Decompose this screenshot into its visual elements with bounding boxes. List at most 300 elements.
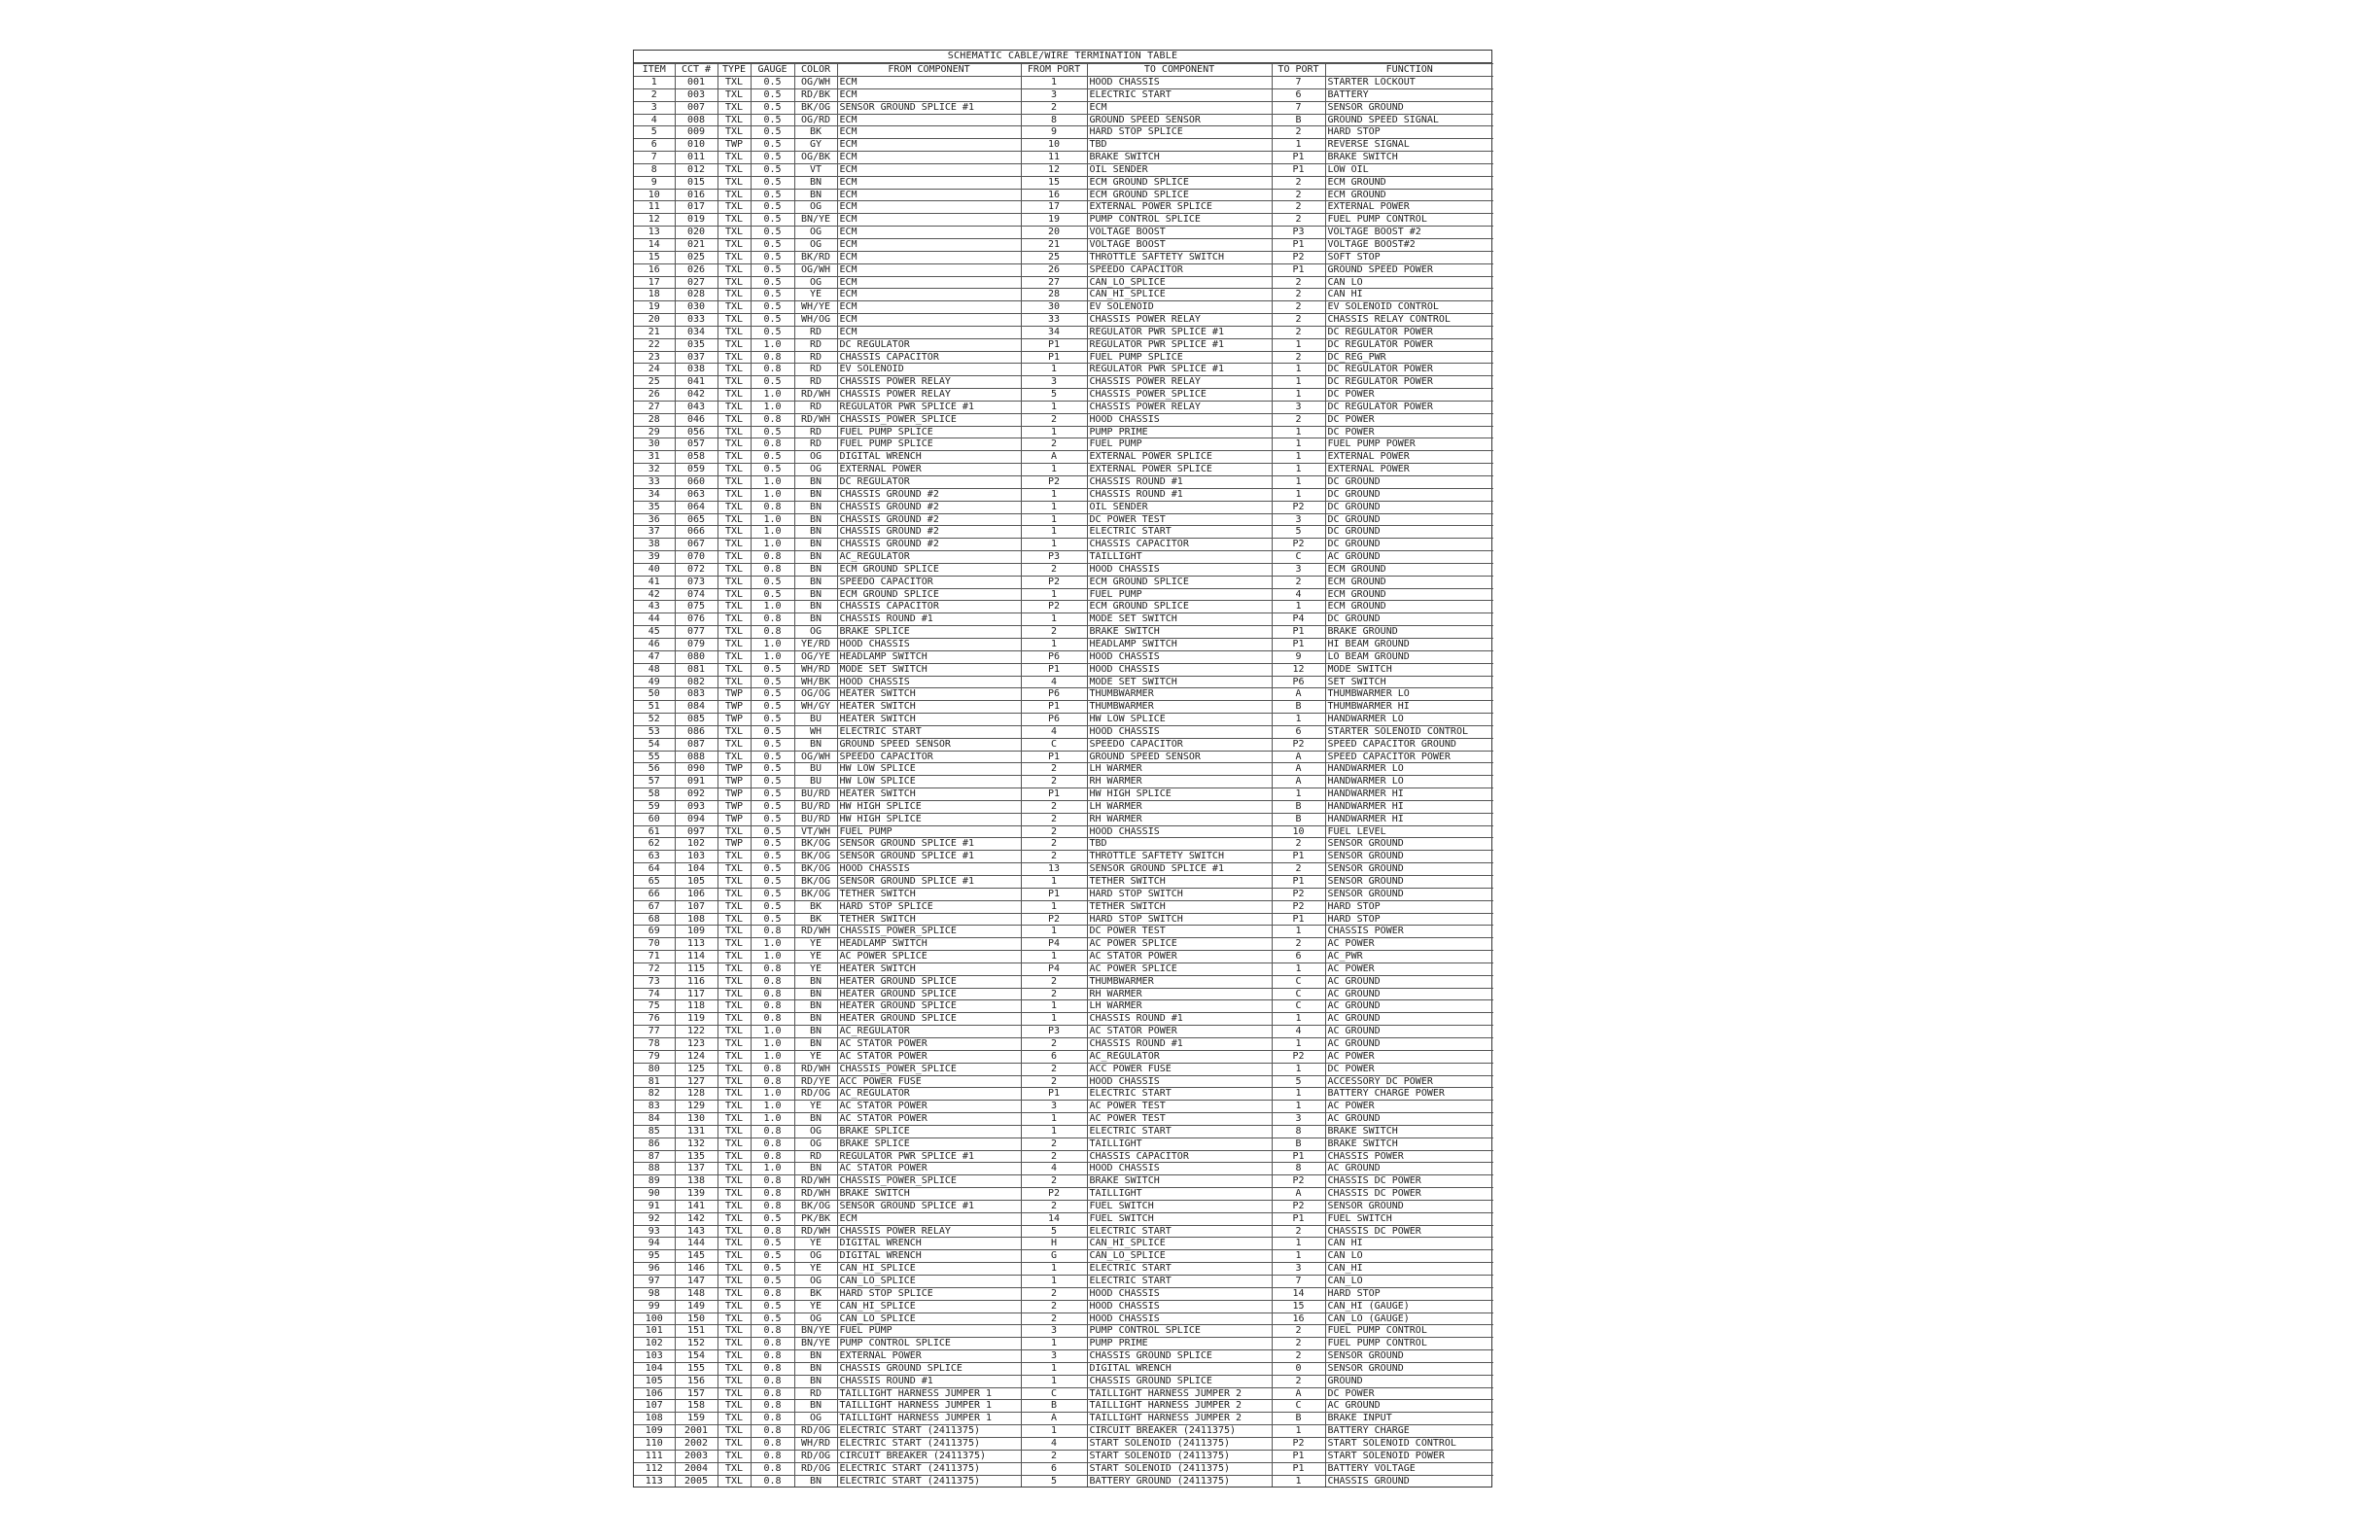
cell-to-port: 1 [1272,1088,1325,1101]
cell-from-component: ECM [837,139,1021,152]
cell-function: DC POWER [1325,426,1493,438]
cell-type: TXL [718,152,751,164]
cell-color: WH/BK [794,676,837,688]
cell-from-component: HEATER SWITCH [837,962,1021,975]
cell-type: TXL [718,401,751,413]
cell-from-port: C [1021,1387,1087,1400]
cell-function: BRAKE SWITCH [1325,1125,1493,1138]
cell-item: 112 [634,1462,675,1475]
cell-from-component: ELECTRIC START (2411375) [837,1425,1021,1438]
cell-cct: 128 [675,1088,718,1101]
cell-from-port: 2 [1021,1175,1087,1188]
cell-color: RD [794,426,837,438]
cell-gauge: 0.8 [751,1150,794,1163]
table-row [634,476,1493,489]
cell-color: WH/GY [794,701,837,714]
table-row [634,926,1493,938]
cell-function: CAN HI [1325,1238,1493,1250]
table-row [634,638,1493,650]
cell-from-port: 1 [1021,426,1087,438]
cell-from-component: HOOD CHASSIS [837,676,1021,688]
cell-color: YE [794,1263,837,1276]
column-header-color: COLOR [794,64,837,77]
cell-function: DC GROUND [1325,488,1493,501]
cell-to-port: 1 [1272,1037,1325,1050]
cell-function: SENSOR GROUND [1325,838,1493,851]
cell-color: OG [794,1125,837,1138]
table-row [634,776,1493,788]
cell-to-component: THUMBWARMER [1087,975,1272,988]
cell-from-port: 33 [1021,314,1087,327]
cell-function: FUEL LEVEL [1325,825,1493,838]
cell-to-port: 16 [1272,1312,1325,1325]
table-row [634,1250,1493,1263]
cell-from-port: 3 [1021,1350,1087,1363]
cell-cct: 145 [675,1250,718,1263]
table-row [634,951,1493,963]
cell-color: BU/RD [794,813,837,825]
cell-from-component: CHASSIS POWER RELAY [837,1225,1021,1238]
cell-cct: 037 [675,351,718,364]
cell-cct: 138 [675,1175,718,1188]
cell-to-port: 3 [1272,563,1325,576]
cell-item: 81 [634,1075,675,1088]
cell-cct: 090 [675,763,718,776]
cell-function: AC GROUND [1325,975,1493,988]
cell-to-port: P2 [1272,539,1325,551]
cell-type: TWP [718,763,751,776]
cell-to-component: SENSOR GROUND SPLICE #1 [1087,863,1272,876]
cell-type: TXL [718,1300,751,1312]
cell-color: BN [794,563,837,576]
cell-cct: 147 [675,1276,718,1288]
cell-to-component: AC POWER TEST [1087,1113,1272,1126]
cell-to-port: C [1272,1400,1325,1413]
cell-function: ECM GROUND [1325,563,1493,576]
cell-cct: 080 [675,650,718,663]
cell-type: TWP [718,800,751,813]
cell-type: TXL [718,1037,751,1050]
cell-type: TXL [718,101,751,114]
cell-to-port: P1 [1272,1212,1325,1225]
cell-gauge: 0.5 [751,913,794,926]
cell-from-port: 2 [1021,1063,1087,1075]
cell-type: TXL [718,1362,751,1375]
cell-type: TXL [718,1225,751,1238]
cell-from-component: ECM [837,314,1021,327]
cell-from-component: ECM [837,77,1021,89]
cell-gauge: 0.5 [751,376,794,389]
cell-from-component: ACC POWER FUSE [837,1075,1021,1088]
cell-color: RD [794,1150,837,1163]
cell-type: TXL [718,576,751,588]
cell-color: RD [794,401,837,413]
cell-function: AC GROUND [1325,988,1493,1000]
cell-item: 92 [634,1212,675,1225]
cell-to-port: 1 [1272,139,1325,152]
cell-type: TXL [718,413,751,426]
cell-to-port: 1 [1272,338,1325,351]
cell-from-component: HARD STOP SPLICE [837,1287,1021,1300]
cell-item: 8 [634,163,675,176]
cell-item: 18 [634,289,675,301]
cell-function: EXTERNAL POWER [1325,451,1493,464]
cell-type: TXL [718,588,751,601]
cell-from-port: 28 [1021,289,1087,301]
cell-from-port: 16 [1021,189,1087,201]
cell-to-component: CHASSIS CAPACITOR [1087,539,1272,551]
cell-item: 103 [634,1350,675,1363]
cell-cct: 033 [675,314,718,327]
cell-function: LO BEAM GROUND [1325,650,1493,663]
cell-from-component: TAILLIGHT HARNESS JUMPER 1 [837,1387,1021,1400]
table-title: SCHEMATIC CABLE/WIRE TERMINATION TABLE [634,51,1491,63]
cell-item: 98 [634,1287,675,1300]
cell-gauge: 0.5 [751,88,794,101]
cell-item: 105 [634,1375,675,1387]
cell-from-port: 17 [1021,201,1087,214]
cell-gauge: 0.8 [751,613,794,626]
cell-item: 49 [634,676,675,688]
cell-item: 10 [634,189,675,201]
cell-function: ECM GROUND [1325,189,1493,201]
cell-color: WH/OG [794,314,837,327]
cell-from-port: 27 [1021,276,1087,289]
cell-function: ACCESSORY DC POWER [1325,1075,1493,1088]
cell-function: FUEL PUMP CONTROL [1325,1338,1493,1350]
cell-to-component: EV SOLENOID [1087,301,1272,314]
cell-color: BN [794,176,837,189]
cell-to-component: CHASSIS ROUND #1 [1087,476,1272,489]
cell-color: OG [794,1312,837,1325]
cell-from-component: FUEL PUMP SPLICE [837,426,1021,438]
cell-from-component: HEATER GROUND SPLICE [837,988,1021,1000]
cell-to-component: ELECTRIC START [1087,1125,1272,1138]
cell-function: AC GROUND [1325,551,1493,564]
cell-type: TXL [718,738,751,751]
cell-to-component: HOOD CHASSIS [1087,563,1272,576]
cell-to-component: ELECTRIC START [1087,88,1272,101]
cell-color: WH/RD [794,663,837,676]
cell-type: TXL [718,751,751,763]
cell-cct: 137 [675,1163,718,1175]
cell-item: 78 [634,1037,675,1050]
cell-gauge: 0.5 [751,738,794,751]
cell-gauge: 0.5 [751,688,794,701]
cell-color: YE [794,1300,837,1312]
cell-type: TXL [718,1212,751,1225]
cell-item: 38 [634,539,675,551]
table-row [634,1150,1493,1163]
cell-cct: 017 [675,201,718,214]
cell-type: TXL [718,1013,751,1026]
cell-type: TXL [718,1425,751,1438]
cell-gauge: 0.8 [751,926,794,938]
cell-from-port: 12 [1021,163,1087,176]
cell-function: AC POWER [1325,1050,1493,1063]
cell-cct: 086 [675,725,718,738]
cell-from-component: HARD STOP SPLICE [837,900,1021,913]
cell-from-component: ELECTRIC START (2411375) [837,1462,1021,1475]
cell-to-port: 1 [1272,962,1325,975]
table-row [634,751,1493,763]
table-row [634,389,1493,402]
cell-from-port: 1 [1021,588,1087,601]
table-row [634,163,1493,176]
cell-to-port: 1 [1272,389,1325,402]
cell-from-component: REGULATOR PWR SPLICE #1 [837,1150,1021,1163]
cell-function: CAN LO [1325,276,1493,289]
cell-cct: 011 [675,152,718,164]
cell-gauge: 0.8 [751,351,794,364]
cell-cct: 020 [675,227,718,239]
cell-from-port: G [1021,1250,1087,1263]
cell-from-port: 2 [1021,825,1087,838]
cell-to-component: BRAKE SWITCH [1087,626,1272,639]
cell-from-component: CHASSIS_POWER_SPLICE [837,1063,1021,1075]
cell-item: 13 [634,227,675,239]
cell-item: 99 [634,1300,675,1312]
cell-gauge: 0.5 [751,576,794,588]
cell-from-port: 11 [1021,152,1087,164]
cell-to-component: HOOD CHASSIS [1087,1312,1272,1325]
cell-to-port: 2 [1272,289,1325,301]
cell-to-port: 2 [1272,214,1325,227]
cell-function: SPEED CAPACITOR GROUND [1325,738,1493,751]
cell-from-component: HEATER GROUND SPLICE [837,1000,1021,1013]
cell-item: 106 [634,1387,675,1400]
cell-type: TXL [718,201,751,214]
cell-item: 76 [634,1013,675,1026]
cell-cct: 066 [675,526,718,539]
cell-cct: 060 [675,476,718,489]
table-row [634,1437,1493,1450]
cell-to-component: DC POWER TEST [1087,926,1272,938]
cell-cct: 103 [675,851,718,863]
cell-from-port: 2 [1021,1300,1087,1312]
cell-from-port: 2 [1021,1312,1087,1325]
cell-cct: 083 [675,688,718,701]
table-row [634,1113,1493,1126]
table-row [634,563,1493,576]
cell-function: AC POWER [1325,962,1493,975]
cell-color: WH/RD [794,1437,837,1450]
cell-gauge: 0.5 [751,214,794,227]
cell-gauge: 0.5 [751,301,794,314]
cell-to-port: B [1272,114,1325,126]
table-row [634,663,1493,676]
cell-from-port: 30 [1021,301,1087,314]
cell-to-component: THUMBWARMER [1087,688,1272,701]
cell-cct: 046 [675,413,718,426]
cell-to-port: 1 [1272,714,1325,726]
cell-to-component: HOOD CHASSIS [1087,77,1272,89]
cell-from-port: 34 [1021,326,1087,338]
cell-type: TXL [718,613,751,626]
cell-gauge: 1.0 [751,1050,794,1063]
cell-gauge: 1.0 [751,1037,794,1050]
cell-item: 43 [634,601,675,613]
cell-from-component: HOOD CHASSIS [837,863,1021,876]
cell-to-port: P2 [1272,1200,1325,1212]
cell-to-port: 4 [1272,1026,1325,1038]
cell-to-component: EXTERNAL POWER SPLICE [1087,451,1272,464]
cell-to-port: P2 [1272,1437,1325,1450]
cell-function: CHASSIS RELAY CONTROL [1325,314,1493,327]
cell-to-port: 1 [1272,488,1325,501]
cell-type: TXL [718,1276,751,1288]
cell-gauge: 0.8 [751,1387,794,1400]
cell-cct: 059 [675,464,718,476]
table-row [634,314,1493,327]
cell-function: DC REGULATOR POWER [1325,376,1493,389]
cell-from-component: HOOD CHASSIS [837,638,1021,650]
cell-to-component: REGULATOR PWR SPLICE #1 [1087,326,1272,338]
cell-from-port: 1 [1021,613,1087,626]
cell-function: DC POWER [1325,413,1493,426]
cell-gauge: 0.5 [751,676,794,688]
table-row [634,1026,1493,1038]
cell-type: TXL [718,214,751,227]
table-row [634,576,1493,588]
table-row [634,289,1493,301]
cell-from-port: 4 [1021,1163,1087,1175]
cell-to-component: OIL SENDER [1087,501,1272,513]
cell-to-port: 6 [1272,951,1325,963]
cell-type: TXL [718,563,751,576]
cell-to-component: CHASSIS_POWER_SPLICE [1087,389,1272,402]
cell-function: BATTERY [1325,88,1493,101]
cell-item: 111 [634,1450,675,1462]
cell-function: STARTER LOCKOUT [1325,77,1493,89]
cell-from-port: 2 [1021,776,1087,788]
cell-item: 82 [634,1088,675,1101]
cell-cct: 119 [675,1013,718,1026]
cell-cct: 038 [675,364,718,376]
cell-cct: 118 [675,1000,718,1013]
cell-gauge: 0.5 [751,1250,794,1263]
cell-from-port: 5 [1021,1225,1087,1238]
cell-type: TXL [718,851,751,863]
cell-type: TXL [718,913,751,926]
cell-from-component: ELECTRIC START (2411375) [837,1437,1021,1450]
cell-function: FUEL PUMP POWER [1325,438,1493,451]
cell-from-component: BRAKE SPLICE [837,626,1021,639]
cell-color: BN/YE [794,214,837,227]
cell-gauge: 0.8 [751,1287,794,1300]
cell-to-port: 2 [1272,126,1325,139]
cell-item: 27 [634,401,675,413]
cell-color: BN [794,1037,837,1050]
cell-item: 63 [634,851,675,863]
cell-to-component: HARD STOP SPLICE [1087,126,1272,139]
cell-color: OG [794,451,837,464]
cell-type: TXL [718,1175,751,1188]
cell-gauge: 1.0 [751,526,794,539]
cell-type: TXL [718,962,751,975]
cell-gauge: 0.8 [751,1175,794,1188]
cell-item: 85 [634,1125,675,1138]
cell-type: TXL [718,338,751,351]
cell-item: 17 [634,276,675,289]
cell-to-port: P1 [1272,1150,1325,1163]
cell-function: HARD STOP [1325,126,1493,139]
cell-to-port: P2 [1272,501,1325,513]
cell-item: 3 [634,101,675,114]
table-row [634,1325,1493,1338]
cell-from-component: DIGITAL WRENCH [837,1250,1021,1263]
cell-item: 67 [634,900,675,913]
table-row [634,825,1493,838]
cell-item: 39 [634,551,675,564]
table-row [634,189,1493,201]
column-header-function: FUNCTION [1325,64,1493,77]
cell-to-port: 1 [1272,376,1325,389]
cell-gauge: 0.5 [751,788,794,801]
cell-to-component: THROTTLE SAFTETY SWITCH [1087,251,1272,263]
table-row [634,900,1493,913]
cell-type: TXL [718,114,751,126]
cell-function: AC GROUND [1325,1000,1493,1013]
cell-color: RD [794,376,837,389]
cell-function: HANDWARMER LO [1325,714,1493,726]
cell-gauge: 0.8 [751,413,794,426]
cell-to-component: SPEEDO CAPACITOR [1087,738,1272,751]
cell-cct: 063 [675,488,718,501]
cell-from-port: 1 [1021,1013,1087,1026]
cell-to-port: A [1272,776,1325,788]
cell-color: RD [794,1387,837,1400]
cell-color: BK/OG [794,851,837,863]
cell-from-port: 13 [1021,863,1087,876]
cell-from-port: 6 [1021,1462,1087,1475]
cell-color: BN [794,975,837,988]
cell-from-port: P4 [1021,938,1087,951]
cell-from-port: P1 [1021,663,1087,676]
cell-from-component: HEATER SWITCH [837,688,1021,701]
cell-cct: 064 [675,501,718,513]
table-row [634,1037,1493,1050]
table-row [634,1088,1493,1101]
table-row [634,813,1493,825]
cell-from-port: 2 [1021,1150,1087,1163]
cell-from-component: CHASSIS ROUND #1 [837,1375,1021,1387]
cell-to-port: P1 [1272,238,1325,251]
cell-type: TXL [718,1387,751,1400]
cell-cct: 135 [675,1150,718,1163]
cell-cct: 030 [675,301,718,314]
cell-to-component: ELECTRIC START [1087,1225,1272,1238]
cell-gauge: 0.5 [751,263,794,276]
cell-color: BN [794,738,837,751]
cell-gauge: 0.5 [751,851,794,863]
cell-color: BN [794,576,837,588]
cell-type: TXL [718,863,751,876]
cell-from-component: AC_REGULATOR [837,551,1021,564]
cell-function: THUMBWARMER HI [1325,701,1493,714]
cell-from-component: SPEEDO CAPACITOR [837,576,1021,588]
cell-color: GY [794,139,837,152]
cell-color: YE [794,289,837,301]
table-row [634,214,1493,227]
cell-function: SENSOR GROUND [1325,851,1493,863]
cell-to-component: CHASSIS POWER RELAY [1087,401,1272,413]
cell-to-component: CHASSIS ROUND #1 [1087,1013,1272,1026]
cell-type: TXL [718,476,751,489]
cell-to-port: 2 [1272,1325,1325,1338]
cell-cct: 041 [675,376,718,389]
cell-gauge: 0.8 [751,1350,794,1363]
